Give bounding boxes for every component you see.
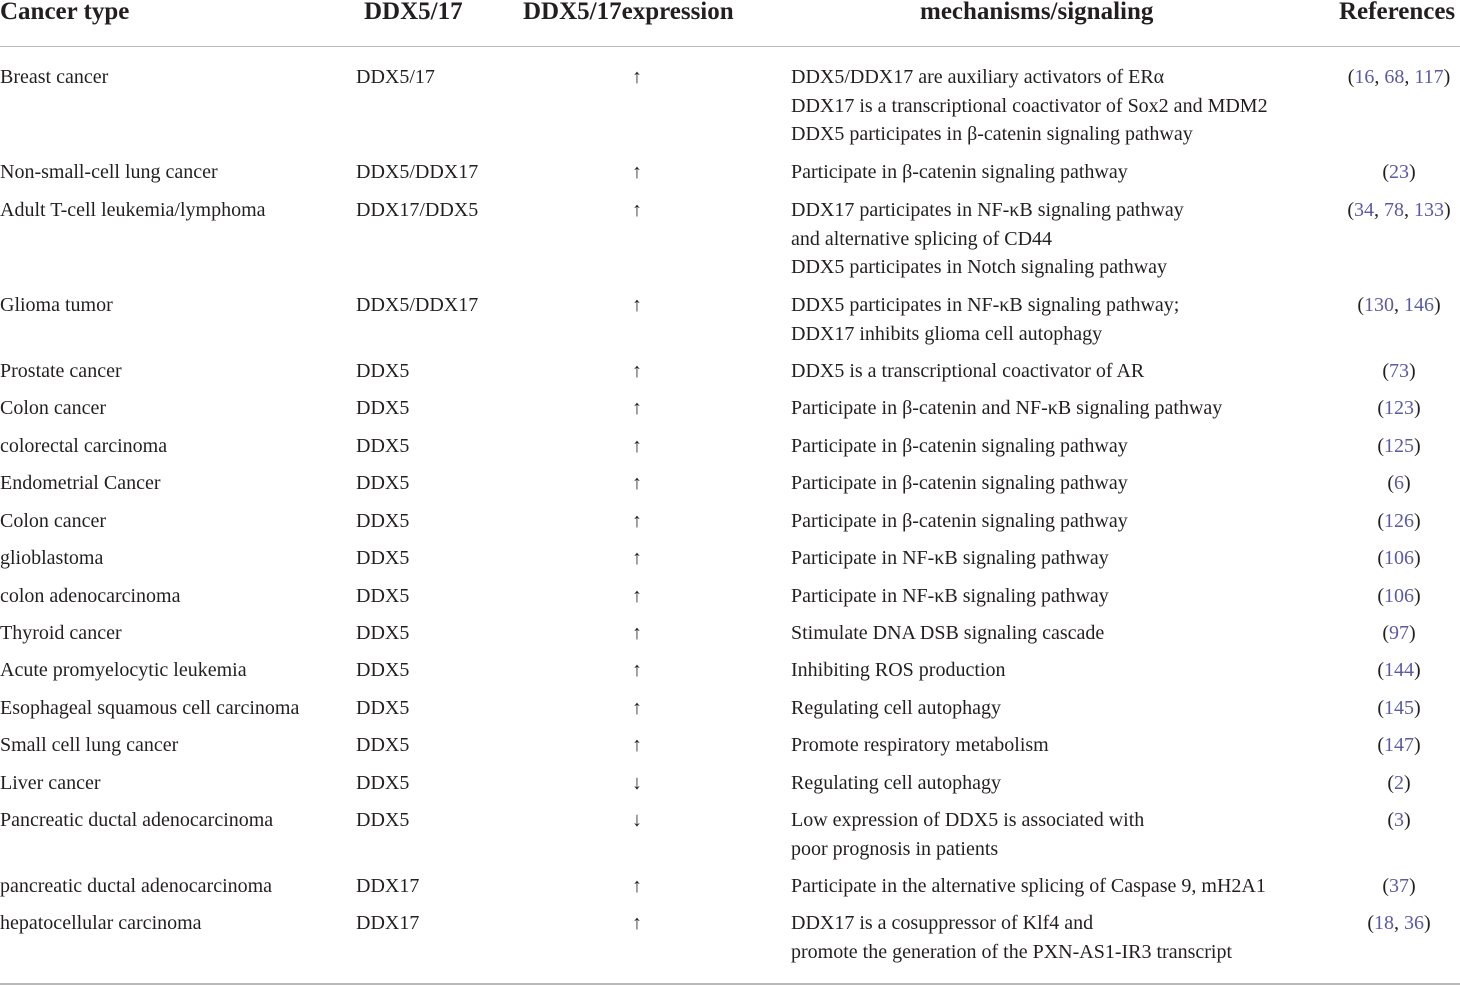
cancer-type-cell: Small cell lung cancer — [0, 734, 179, 756]
mechanism-line: DDX17 participates in NF-κB signaling pathway — [791, 199, 1184, 221]
expression-arrow-cell: ↑ — [632, 875, 642, 897]
mechanism-line: DDX5/DDX17 are auxiliary activators of ERα — [791, 66, 1165, 88]
cancer-type-cell: Thyroid cancer — [0, 622, 122, 644]
table-bottom-rule — [0, 983, 1460, 985]
ddx-cell: DDX5 — [356, 510, 410, 532]
mechanism-cell — [791, 469, 1128, 498]
mechanism-cell — [791, 619, 1104, 648]
mechanism-cell — [791, 872, 1266, 901]
ddx-cell: DDX5 — [356, 397, 410, 419]
mechanism-cell — [791, 656, 1005, 685]
cancer-type-cell: Colon cancer — [0, 510, 107, 532]
cancer-type-cell: Colon cancer — [0, 397, 107, 419]
mechanism-cell — [791, 63, 1268, 149]
reference-cell: (2) — [1387, 772, 1411, 794]
mechanism-line: Regulating cell autophagy — [791, 697, 1001, 719]
cancer-type-cell: glioblastoma — [0, 547, 104, 569]
reference-link[interactable]: 36 — [1404, 912, 1424, 934]
cancer-type-cell: Esophageal squamous cell carcinoma — [0, 697, 300, 719]
ddx-cell: DDX5 — [356, 622, 410, 644]
mechanism-cell — [791, 769, 1001, 798]
expression-arrow-cell: ↑ — [632, 734, 642, 756]
cancer-type-cell: colon adenocarcinoma — [0, 585, 181, 607]
expression-arrow-cell: ↑ — [632, 510, 642, 532]
reference-link[interactable]: 117 — [1414, 66, 1444, 88]
mechanism-line: Promote respiratory metabolism — [791, 734, 1049, 756]
expression-arrow-cell: ↑ — [632, 199, 642, 221]
cancer-type-cell: Glioma tumor — [0, 294, 113, 316]
ddx-cell: DDX17/DDX5 — [356, 199, 479, 221]
mechanism-cell — [791, 291, 1179, 348]
mechanism-line: DDX17 is a cosuppressor of Klf4 and — [791, 912, 1094, 934]
reference-link[interactable]: 106 — [1384, 585, 1414, 607]
expression-arrow-cell: ↑ — [632, 547, 642, 569]
mechanism-line: DDX17 is a transcriptional coactivator of Sox2 and MDM2 — [791, 94, 1268, 117]
mechanism-line: Participate in β-catenin signaling pathway — [791, 510, 1128, 532]
mechanism-line: DDX5 participates in β-catenin signaling pathway — [791, 123, 1193, 145]
reference-link[interactable]: 3 — [1394, 809, 1404, 831]
reference-link[interactable]: 125 — [1384, 435, 1414, 457]
reference-link[interactable]: 2 — [1394, 772, 1404, 794]
cancer-type-cell: Prostate cancer — [0, 360, 122, 382]
mechanism-cell — [791, 544, 1109, 573]
reference-cell: (37) — [1382, 875, 1416, 897]
reference-link[interactable]: 147 — [1384, 734, 1414, 756]
mechanism-cell — [791, 158, 1128, 187]
mechanism-line: Stimulate DNA DSB signaling cascade — [791, 622, 1105, 644]
header-references: References — [1339, 0, 1456, 25]
ddx-cell: DDX5 — [356, 472, 410, 494]
header-mechanisms: mechanisms/signaling — [920, 0, 1154, 25]
ddx-cell: DDX5 — [356, 734, 410, 756]
cancer-type-cell: Liver cancer — [0, 772, 101, 794]
ddx-cell: DDX5 — [356, 585, 410, 607]
header-cancer-type: Cancer type — [0, 0, 130, 25]
reference-cell: (144) — [1377, 659, 1421, 681]
ddx-cell: DDX5 — [356, 360, 410, 382]
expression-arrow-cell: ↑ — [632, 397, 642, 419]
mechanism-cell — [791, 582, 1109, 611]
mechanism-line: and alternative splicing of CD44 — [791, 227, 1053, 250]
cancer-type-cell: Breast cancer — [0, 66, 109, 88]
expression-arrow-cell: ↑ — [632, 66, 642, 88]
reference-link[interactable]: 68 — [1384, 66, 1405, 88]
reference-cell: (123) — [1377, 397, 1421, 419]
cancer-type-cell: Endometrial Cancer — [0, 472, 161, 494]
mechanism-cell — [791, 196, 1184, 282]
mechanism-cell — [791, 806, 1144, 863]
mechanism-cell — [791, 909, 1232, 966]
expression-arrow-cell: ↓ — [632, 772, 642, 794]
reference-link[interactable]: 126 — [1384, 510, 1414, 532]
mechanism-line: promote the generation of the PXN-AS1-IR3 transcript — [791, 940, 1233, 963]
cancer-type-cell: Non-small-cell lung cancer — [0, 161, 218, 183]
reference-cell: (16, 68, 117) — [1347, 66, 1451, 88]
cancer-type-cell: Adult T-cell leukemia/lymphoma — [0, 199, 266, 221]
reference-cell: (23) — [1382, 161, 1416, 183]
expression-arrow-cell: ↑ — [632, 622, 642, 644]
reference-cell: (147) — [1377, 734, 1421, 756]
header-expression: DDX5/17expression — [523, 0, 734, 25]
expression-arrow-cell: ↑ — [632, 659, 642, 681]
cancer-type-cell: Pancreatic ductal adenocarcinoma — [0, 809, 274, 831]
expression-arrow-cell: ↑ — [632, 697, 642, 719]
mechanism-cell — [791, 357, 1144, 386]
mechanism-line: Participate in NF-κB signaling pathway — [791, 547, 1109, 569]
ddx-cell: DDX5/17 — [356, 66, 435, 88]
reference-link[interactable]: 16 — [1354, 66, 1375, 88]
ddx-cell: DDX5/DDX17 — [356, 294, 479, 316]
mechanism-line: DDX5 is a transcriptional coactivator of AR — [791, 360, 1145, 382]
reference-cell: (73) — [1382, 360, 1416, 382]
reference-cell: (6) — [1387, 472, 1411, 494]
reference-cell: (97) — [1382, 622, 1416, 644]
reference-link[interactable]: 106 — [1384, 547, 1414, 569]
expression-arrow-cell: ↓ — [632, 809, 642, 831]
expression-arrow-cell: ↑ — [632, 294, 642, 316]
mechanism-line: Participate in β-catenin signaling pathway — [791, 472, 1128, 494]
mechanism-line: Inhibiting ROS production — [791, 659, 1006, 681]
mechanism-line: DDX5 participates in NF-κB signaling pathway; — [791, 294, 1180, 316]
ddx-cell: DDX5 — [356, 659, 410, 681]
mechanism-line: Low expression of DDX5 is associated with — [791, 809, 1145, 831]
reference-cell: (18, 36) — [1367, 912, 1431, 934]
reference-cell: (106) — [1377, 585, 1421, 607]
reference-link[interactable]: 145 — [1384, 697, 1414, 719]
expression-arrow-cell: ↑ — [632, 360, 642, 382]
mechanism-line: Regulating cell autophagy — [791, 772, 1001, 794]
reference-link[interactable]: 18 — [1374, 912, 1394, 934]
reference-link[interactable]: 23 — [1389, 161, 1409, 183]
ddx-cell: DDX5 — [356, 697, 410, 719]
mechanism-cell — [791, 432, 1128, 461]
ddx-cell: DDX5 — [356, 809, 410, 831]
ddx-cell: DDX5 — [356, 547, 410, 569]
mechanism-cell — [791, 394, 1222, 423]
mechanism-line: poor prognosis in patients — [791, 837, 999, 860]
cancer-type-cell: Acute promyelocytic leukemia — [0, 659, 247, 681]
ddx-cell: DDX17 — [356, 912, 420, 934]
expression-arrow-cell: ↑ — [632, 435, 642, 457]
reference-link[interactable]: 97 — [1389, 622, 1409, 644]
reference-link[interactable]: 144 — [1384, 659, 1414, 681]
mechanism-cell — [791, 507, 1128, 536]
reference-link[interactable]: 78 — [1384, 199, 1404, 221]
expression-arrow-cell: ↑ — [632, 585, 642, 607]
expression-arrow-cell: ↑ — [632, 161, 642, 183]
reference-cell: (3) — [1387, 809, 1411, 831]
ddx-cell: DDX5 — [356, 772, 410, 794]
reference-cell: (106) — [1377, 547, 1421, 569]
expression-arrow-cell: ↑ — [632, 472, 642, 494]
expression-arrow-cell: ↑ — [632, 912, 642, 934]
mechanism-line: Participate in NF-κB signaling pathway — [791, 585, 1109, 607]
mechanism-cell — [791, 731, 1049, 760]
mechanism-line: Participate in β-catenin and NF-κB signaling pathway — [791, 397, 1223, 419]
mechanism-line: Participate in the alternative splicing of Caspase 9, mH2A1 — [791, 875, 1266, 897]
cancer-type-cell: colorectal carcinoma — [0, 435, 168, 457]
reference-link[interactable]: 123 — [1384, 397, 1414, 419]
header-ddx: DDX5/17 — [364, 0, 463, 25]
reference-link[interactable]: 133 — [1414, 199, 1444, 221]
reference-cell: (145) — [1377, 697, 1421, 719]
reference-cell: (125) — [1377, 435, 1421, 457]
reference-link[interactable]: 73 — [1389, 360, 1409, 382]
mechanism-line: DDX17 inhibits glioma cell autophagy — [791, 322, 1103, 345]
reference-cell: (126) — [1377, 510, 1421, 532]
reference-link[interactable]: 146 — [1404, 294, 1434, 316]
reference-link[interactable]: 130 — [1364, 294, 1394, 316]
mechanism-cell — [791, 694, 1001, 723]
reference-link[interactable]: 6 — [1394, 472, 1404, 494]
table-header-row — [0, 0, 1460, 47]
cancer-type-cell: pancreatic ductal adenocarcinoma — [0, 875, 273, 897]
cancer-type-cell: hepatocellular carcinoma — [0, 912, 202, 934]
reference-link[interactable]: 37 — [1389, 875, 1409, 897]
reference-cell: (34, 78, 133) — [1347, 199, 1451, 221]
ddx-cell: DDX5/DDX17 — [356, 161, 479, 183]
mechanism-line: Participate in β-catenin signaling pathway — [791, 161, 1128, 183]
mechanism-line: Participate in β-catenin signaling pathway — [791, 435, 1128, 457]
reference-link[interactable]: 34 — [1354, 199, 1374, 221]
ddx-cell: DDX17 — [356, 875, 420, 897]
ddx-cell: DDX5 — [356, 435, 410, 457]
reference-cell: (130, 146) — [1357, 294, 1441, 316]
mechanism-line: DDX5 participates in Notch signaling pathway — [791, 256, 1168, 278]
